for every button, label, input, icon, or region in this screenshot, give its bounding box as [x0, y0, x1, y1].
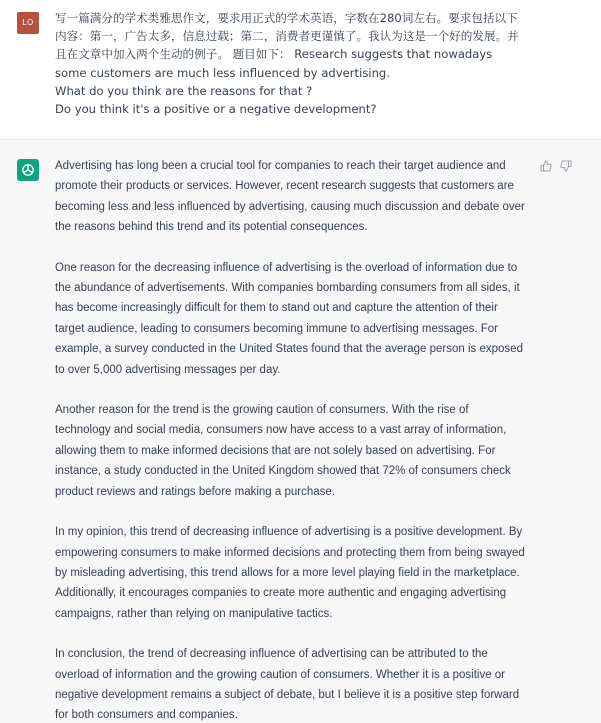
thumbs-up-icon[interactable] — [540, 159, 552, 171]
user-avatar: LO — [17, 12, 39, 34]
thumbs-down-icon[interactable] — [560, 159, 572, 171]
answer-paragraph: In conclusion, the trend of decreasing influence of advertising can be attributed to the overload of information and the growing caution of consumers. Whether it is a positive or negative development remains a subject of debate, but I believe it is a positive step forward for both consumers and companies. — [55, 648, 520, 722]
openai-logo-icon — [17, 159, 39, 181]
answer-paragraph: Advertising has long been a crucial tool for companies to reach their target audience and promote their products or services. However, recent research suggests that customers are becoming less and less influenced by advertising, causing much discussion and debate over the reasons behind this trend and its potential consequences. — [55, 160, 525, 234]
user-message — [0, 0, 601, 140]
answer-paragraph: In my opinion, this trend of decreasing influence of advertising is a positive development. By empowering consumers to make informed decisions and protecting them from being swayed by misleading advertising, this trend allows for a more level playing field in the marketplace. Additionally, it encourages companies to create more authentic and engaging advertising campaigns, rather than relying on manipulative tactics. — [55, 526, 525, 620]
user-message-text: 写一篇满分的学术类雅思作文，要求用正式的学术英语，字数在280词左右。要求包括以下内容：第一，广告太多，信息过载；第二，消费者更谨慎了。我认为这是一个好的发展。并且在文章中加入两个生动的例子。 题目如下： Research suggests that nowadays some customers are much less influenced by advertising. What do you think are the reasons for that ? Do you think it's a positive or a negative development? — [55, 11, 519, 117]
answer-paragraph: Another reason for the trend is the growing caution of consumers. With the rise of technology and social media, consumers now have access to a vast array of information, allowing them to make informed decisions that are not solely based on advertising. For instance, a study conducted in the United Kingdom showed that 72% of consumers check product reviews and ratings before making a purchase. — [55, 404, 511, 498]
answer-paragraph: One reason for the decreasing influence of advertising is the overload of information due to the abundance of advertisements. With companies bombarding consumers from all sides, it has become increasingly difficult for them to stand out and capture the attention of their target audience, leading to consumers becoming immune to advertising messages. For example, a survey conducted in the United States found that the average person is exposed to over 5,000 advertising messages per day. — [55, 261, 523, 376]
feedback-buttons — [540, 159, 572, 171]
assistant-answer — [55, 156, 527, 723]
assistant-message — [0, 140, 601, 723]
